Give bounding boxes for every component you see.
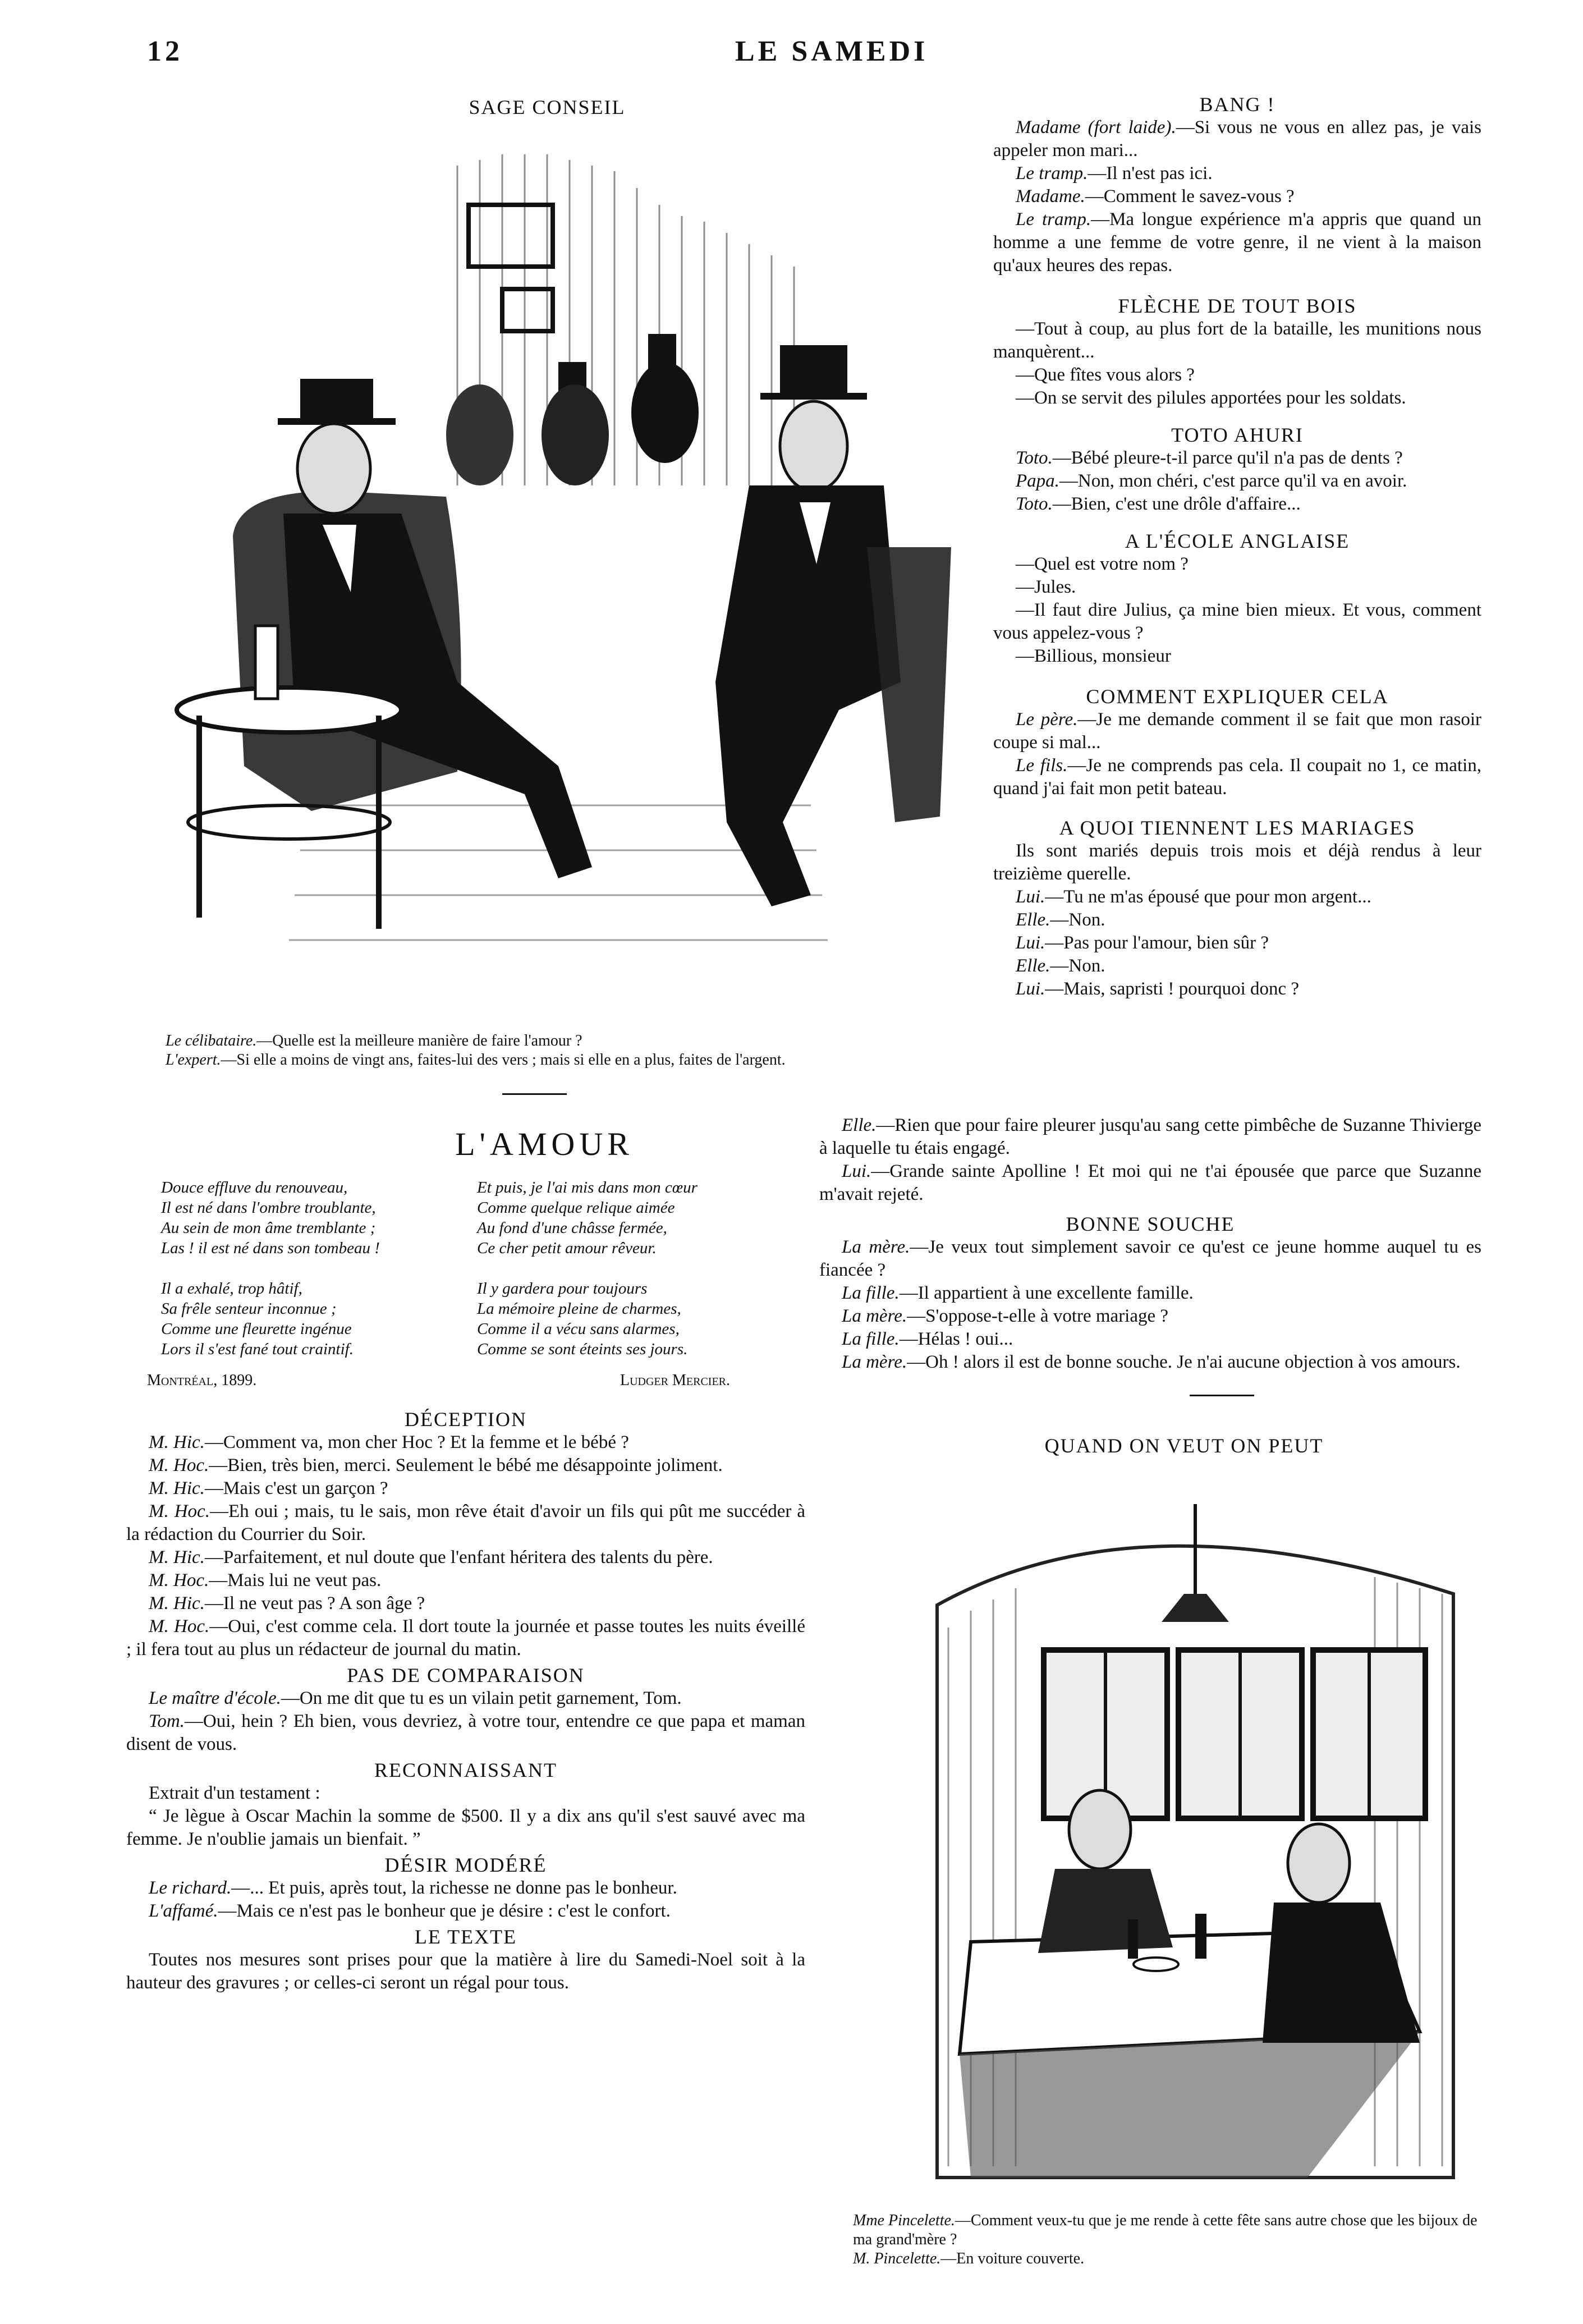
speaker: Le tramp. [1016,163,1088,184]
speaker: M. Hoc. [149,1570,209,1590]
poem-verse: Comme il a vécu sans alarmes, [477,1320,680,1338]
texte-title: LE TEXTE [414,1926,517,1948]
poem-verse: Comme une fleurette ingénue [161,1320,352,1338]
poem-verse: Lors il s'est fané tout craintif. [161,1340,354,1358]
dialogue-line: —Comment va, mon cher Hoc ? Et la femme et le bébé ? [204,1432,629,1452]
speaker: Papa. [1016,471,1059,491]
dialogue-line: —Il faut dire Julius, ça mine bien mieux. Et vous, comment vous appelez-vous ? [993,600,1481,643]
speaker: M. Hoc. [149,1501,210,1521]
speaker: La mère. [842,1237,910,1257]
poem-verse: Il y gardera pour toujours [477,1280,648,1298]
souche-title: BONNE SOUCHE [1066,1213,1235,1235]
dialogue-line: —Parfaitement, et nul doute que l'enfant héritera des talents du père. [204,1547,713,1567]
speaker: Elle. [1016,910,1050,930]
poem-verse: Sa frêle senteur inconnue ; [161,1300,337,1318]
speaker: La mère. [842,1352,907,1372]
speaker: Toto. [1016,494,1053,514]
dialogue-line: —Eh oui ; mais, tu le sais, mon rêve était d'avoir un fils qui pût me succéder à la rédaction du Courrier du Soir. [126,1501,805,1544]
speaker: M. Hoc. [149,1616,210,1637]
dialogue-line: —Non, mon chéri, c'est parce qu'il va en avoir. [1059,471,1407,491]
illustration1-caption [166,1032,974,1070]
dialogue-line: —Mais lui ne veut pas. [209,1570,382,1590]
dialogue-line: —Bien, c'est une drôle d'affaire... [1052,494,1301,514]
poem-stanza [477,1177,791,1258]
bang-text [993,116,1481,277]
illustration2-title: QUAND ON VEUT ON PEUT [1044,1434,1324,1457]
expliquer-title: COMMENT EXPLIQUER CELA [1086,685,1389,708]
dialogue-line: —Bien, très bien, merci. Seulement le bébé me désappointe joliment. [209,1455,723,1475]
speaker: M. Hic. [149,1593,205,1613]
left-column-lower [126,1408,805,1995]
speaker: Elle. [842,1115,877,1135]
poem-verse: Au fond d'une châsse fermée, [477,1219,667,1237]
speaker: L'affamé. [149,1901,218,1921]
caption-line: —Comment veux-tu que je me rende à cette fête sans autre chose que les bijoux de ma grand'mère ? [853,2212,1478,2248]
dialogue-line: —Oui, c'est comme cela. Il dort toute la journée et passe toutes les nuits éveillé ; il fera tout au plus un rédacteur de journal du matin. [126,1616,805,1660]
right-column-middle [819,1114,1481,1374]
caption1-speaker: Le célibataire. [166,1032,257,1049]
dialogue-line: —Pas pour l'amour, bien sûr ? [1045,933,1269,953]
poem-stanza [161,1278,464,1359]
bang-title: BANG ! [1199,93,1275,116]
poem-author: Ludger Mercier. [620,1372,730,1389]
dialogue-line: —Rien que pour faire pleurer jusqu'au sang cette pimbêche de Suzanne Thivierge à laquelle tu étais engagé. [819,1115,1481,1158]
mariages-title: A QUOI TIENNENT LES MARIAGES [1059,817,1416,839]
divider [502,1093,567,1095]
speaker: M. Hic. [149,1478,205,1498]
caption2-line: —Si elle a moins de vingt ans, faites-lui des vers ; mais si elle en a plus, faites de l'argent. [221,1051,786,1069]
speaker: Tom. [149,1711,185,1731]
dialogue-line: —Oui, hein ? Eh bien, vous devriez, à votre tour, entendre ce que papa et maman disent de vous. [126,1711,805,1754]
dialogue-line: —Il n'est pas ici. [1088,163,1213,184]
dialogue-line: —Comment le savez-vous ? [1085,186,1295,207]
speaker: M. Hic. [149,1432,205,1452]
dialogue-line: —Que fîtes vous alors ? [1016,365,1195,385]
speaker: M. Hoc. [149,1455,209,1475]
illustration-quand-on-veut [915,1482,1476,2200]
dialogue-line: —Il appartient à une excellente famille. [899,1283,1194,1303]
poem-verse: Comme se sont éteints ses jours. [477,1340,688,1358]
paragraph: Extrait d'un testament : [149,1783,320,1803]
texte-text [126,1949,805,1995]
speaker: Elle. [1016,956,1050,976]
paragraph: Ils sont mariés depuis trois mois et déjà rendus à leur treizième querelle. [993,841,1481,884]
dialogue-line: —Non. [1050,910,1105,930]
illustration-sage-conseil [166,121,974,1019]
poem-verse: Au sein de mon âme tremblante ; [161,1219,376,1237]
speaker: Le tramp. [1016,209,1091,230]
engraving-gentlemen-club [166,121,974,1019]
poem-verse: Et puis, je l'ai mis dans mon cœur [477,1179,698,1197]
engraving-dining-couple [915,1482,1476,2200]
poem-place: Montréal, 1899. [147,1372,257,1389]
dialogue-line: —Ma longue expérience m'a appris que quand un homme a une femme de votre genre, il ne vient à la maison qu'aux heures des repas. [993,209,1481,276]
ecole-text [993,553,1481,668]
dialogue-line: —Je veux tout simplement savoir ce qu'est ce jeune homme auquel tu es fiancée ? [819,1237,1481,1280]
poem-column-2 [477,1177,791,1379]
poem-verse: Il a exhalé, trop hâtif, [161,1280,302,1298]
dialogue-line: —On se servit des pilules apportées pour les soldats. [1016,388,1406,408]
divider [1190,1395,1254,1396]
speaker: Lui. [842,1161,871,1181]
dialogue-line: —Non. [1050,956,1105,976]
speaker: La fille. [842,1329,900,1349]
dialogue-line: —Bébé pleure-t-il parce qu'il n'a pas de dents ? [1052,448,1403,468]
dialogue-line: —Je me demande comment il se fait que mon rasoir coupe si mal... [993,709,1481,753]
speaker: Le richard. [149,1878,232,1898]
poem-verse: Ce cher petit amour rêveur. [477,1239,657,1257]
speaker: Le fils. [1016,755,1068,776]
speaker: M. Hic. [149,1547,205,1567]
poem-stanza [477,1278,791,1359]
caption-speaker: M. Pincelette. [853,2250,941,2267]
toto-title: TOTO AHURI [1171,424,1304,446]
speaker: Madame. [1016,186,1085,207]
dialogue-line: —Jules. [1016,577,1076,597]
speaker: La mère. [842,1306,907,1326]
caption-speaker: Mme Pincelette. [853,2212,955,2229]
caption1-line: —Quelle est la meilleure manière de faire l'amour ? [256,1032,582,1049]
speaker: Lui. [1016,979,1045,999]
dialogue-line: —Si vous ne vous en allez pas, je vais appeler mon mari... [993,117,1481,161]
dialogue-line: —S'oppose-t-elle à votre mariage ? [907,1306,1169,1326]
poem-verse: Comme quelque relique aimée [477,1199,675,1217]
poem-verse: Las ! il est né dans son tombeau ! [161,1239,380,1257]
dialogue-line: —Mais c'est un garçon ? [204,1478,388,1498]
caption2-speaker: L'expert. [166,1051,221,1069]
ecole-title: A L'ÉCOLE ANGLAISE [1125,530,1350,552]
poem-title: L'AMOUR [455,1126,634,1162]
dialogue-line: —Je ne comprends pas cela. Il coupait no 1, ce matin, quand j'ai fait mon petit bateau. [993,755,1481,799]
right-column-upper [993,93,1481,1001]
speaker: Le maître d'école. [149,1688,281,1708]
paragraph: Toutes nos mesures sont prises pour que la matière à lire du Samedi-Noel soit à la hauteur des gravures ; or celles-ci seront un régal pour tous. [126,1950,805,1993]
deception-title: DÉCEPTION [405,1408,527,1431]
illustration2-caption [853,2211,1487,2268]
fleche-title: FLÈCHE DE TOUT BOIS [1118,295,1357,317]
speaker: Lui. [1016,933,1045,953]
fleche-text [993,318,1481,410]
speaker: Madame (fort laide). [1016,117,1176,137]
dialogue-line: —Billious, monsieur [1016,646,1171,666]
deception-text [126,1431,805,1661]
toto-text [993,447,1481,516]
illustration1-title: SAGE CONSEIL [469,96,626,118]
comparaison-text [126,1687,805,1756]
dialogue-line: —Mais ce n'est pas le bonheur que je désire : c'est le confort. [218,1901,671,1921]
speaker: Le père. [1016,709,1078,730]
speaker: Toto. [1016,448,1053,468]
dialogue-line: —Grande sainte Apolline ! Et moi qui ne t'ai épousée que parce que Suzanne m'avait rejeté. [819,1161,1481,1204]
dialogue-line: —... Et puis, après tout, la richesse ne donne pas le bonheur. [231,1878,677,1898]
dialogue-line: —Tu ne m'as épousé que pour mon argent... [1045,887,1371,907]
comparaison-title: PAS DE COMPARAISON [347,1664,585,1686]
dialogue-line: —Mais, sapristi ! pourquoi donc ? [1045,979,1300,999]
reconnaissant-title: RECONNAISSANT [374,1759,558,1781]
reconnaissant-text [126,1782,805,1851]
page-number: 12 [147,35,183,67]
paragraph: “ Je lègue à Oscar Machin la somme de $500. Il y a dix ans qu'il s'est sauvé avec ma femme. Je n'oublie jamais un bienfait. ” [126,1806,805,1849]
poem-verse: Douce effluve du renouveau, [161,1179,348,1197]
speaker: La fille. [842,1283,900,1303]
poem-verse: Il est né dans l'ombre troublante, [161,1199,376,1217]
poem-stanza [161,1177,464,1258]
dialogue-line: —Quel est votre nom ? [1016,554,1189,574]
poem-verse: La mémoire pleine de charmes, [477,1300,681,1318]
dialogue-line: —Oh ! alors il est de bonne souche. Je n'ai aucune objection à vos amours. [907,1352,1461,1372]
desir-title: DÉSIR MODÉRÉ [384,1854,547,1876]
speaker: Lui. [1016,887,1045,907]
expliquer-text [993,708,1481,800]
desir-text [126,1877,805,1923]
dialogue-line: —On me dit que tu es un vilain petit garnement, Tom. [281,1688,682,1708]
dialogue-line: —Il ne veut pas ? A son âge ? [204,1593,425,1613]
mariages-text-upper [993,840,1481,1001]
journal-title: LE SAMEDI [735,35,929,67]
dialogue-line: —Hélas ! oui... [899,1329,1013,1349]
caption-line: —En voiture couverte. [940,2250,1085,2267]
poem-column-1 [161,1177,464,1379]
dialogue-line: —Tout à coup, au plus fort de la bataille, les munitions nous manquèrent... [993,319,1481,362]
